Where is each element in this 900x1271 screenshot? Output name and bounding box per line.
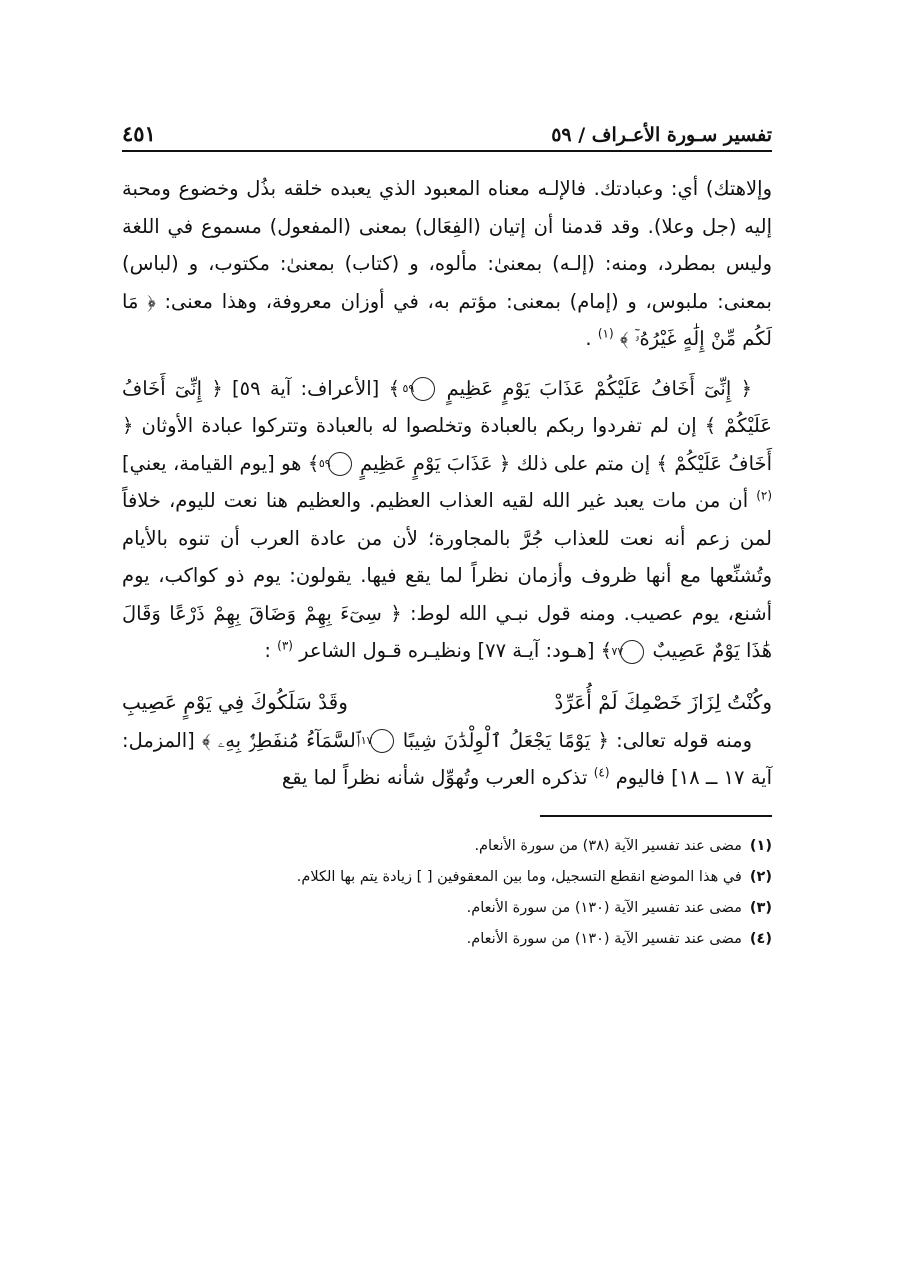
footnote-text: مضى عند تفسير الآية (١٣٠) من سورة الأنعام.	[466, 899, 742, 916]
poetry-verse	[122, 682, 772, 722]
ayah-number-marker: ٥٩	[328, 452, 352, 476]
text-run: [الأعراف: آية ٥٩]	[222, 376, 380, 400]
paragraph-3	[122, 722, 772, 797]
text-run: [هـود: آيـة ٧٧] ونظيـره قـول الشاعر	[299, 639, 595, 662]
book-page	[122, 112, 772, 955]
ayah-number-marker: ١٧	[370, 729, 394, 753]
footnote-ref: (٣)	[277, 638, 293, 653]
footnote-text: مضى عند تفسير الآية (١٣٠) من سورة الأنعام.	[466, 930, 742, 947]
text-run: .	[585, 327, 592, 350]
footnote-number: (٢)	[749, 868, 772, 885]
footnote	[122, 831, 772, 862]
quran-quote-end: ﴾	[600, 639, 613, 662]
text-run: إن متم على ذلك	[510, 451, 651, 475]
footnote	[122, 893, 772, 924]
ayah-number-marker: ٧٧	[620, 640, 644, 664]
footnote	[122, 924, 772, 955]
text-run: :	[264, 639, 271, 662]
footnote-separator	[540, 815, 772, 817]
quran-quote: ﴿ سِىٓءَ بِهِمْ وَضَاقَ بِهِمْ ذَرْعًا وَقَالَ هَٰذَا يَوْمٌ عَصِيبٌ	[122, 601, 772, 662]
text-run: إن لم تفردوا ربكم بالعبادة وتخلصوا له بالعبادة وتتركوا عبادة الأوثان	[133, 414, 697, 437]
quran-quote: ﴿ إِنِّىٓ أَخَافُ عَلَيْكُمْ عَذَابَ يَوْمٍ عَظِيمٍ	[446, 376, 752, 400]
footnote-text: مضى عند تفسير الآية (٣٨) من سورة الأنعام.	[474, 837, 742, 854]
verse-first-hemistich: وكُنْتُ لِزَازَ خَصْمِكَ لَمْ أُعَرِّدْ	[554, 689, 772, 714]
quran-quote: ﴿ يَوْمًا يَجْعَلُ ٱلْوِلْدَٰنَ شِيبًا	[402, 728, 609, 752]
text-run: ومنه قوله تعالى:	[608, 728, 752, 752]
running-title: تفسير سـورة الأعـراف / ٥٩	[551, 124, 772, 146]
footnote-ref: (٢)	[756, 488, 773, 503]
text-run: [المزمل: آية ١٧ ــ ١٨] فاليوم	[122, 728, 772, 789]
paragraph-1	[122, 170, 772, 358]
footnote-ref: (١)	[597, 326, 614, 341]
footnote-number: (١)	[749, 837, 772, 854]
text-run: هو [يوم القيامة، يعني]	[122, 451, 302, 475]
quran-quote: ﴿ أَخَافُ عَلَيْكُمْ ﴾	[122, 414, 773, 475]
quran-quote: ﴿ عَذَابَ يَوْمٍ عَظِيمٍ	[360, 451, 511, 475]
paragraph-2	[122, 370, 772, 670]
quran-quote: ٱلسَّمَآءُ مُنفَطِرٌۢ بِهِۦ ﴾	[201, 728, 361, 752]
text-run: أن من مات يعبد غير الله لقيه العذاب العظيم. والعظيم هنا نعت لليوم، خلافاً لمن زعم أنه نعت للعذاب جُرَّ بالمجاورة؛ لأن من عادة العرب أن تنوه بالأيام وتُشنِّعها مع أنها ظروف وأزمان نظراً لما يقع فيها. يقولون: يوم ذو كواكب، يوم أشنع، يوم عصيب. ومنه قول نبـي الله لوط:	[122, 489, 772, 625]
footnote-ref: (٤)	[593, 765, 610, 780]
footnote-text: في هذا الموضع انقطع التسجيل، وما بين المعقوفين [ ] زيادة يتم بها الكلام.	[296, 868, 742, 885]
page-number: ٤٥١	[122, 121, 156, 146]
text-run: تذكره العرب وتُهوِّل شأنه نظراً لما يقع	[281, 766, 588, 789]
quran-quote-end: ﴾	[388, 376, 400, 400]
main-text	[122, 170, 772, 797]
ayah-number-marker: ٥٩	[411, 377, 435, 401]
footnote-number: (٤)	[749, 930, 772, 947]
quran-quote: ﴿ مَا لَكُم مِّنْ إِلَٰهٍ غَيْرُهُۥٓ ﴾	[122, 289, 772, 350]
page-header	[122, 112, 772, 152]
footnotes	[122, 831, 772, 955]
footnote	[122, 862, 772, 893]
quran-quote-end: ﴾	[307, 451, 320, 475]
verse-second-hemistich: وقَدْ سَلَكُوكَ فِي يَوْمٍ عَصِيبِ	[122, 689, 348, 714]
text-run: وإلاهتك) أي: وعبادتك. فالإلـه معناه المعبود الذي يعبده خلقه بذُل وخضوع ومحبة إليه (جل وعلا). وقد قدمنا أن إتيان (الفِعَال) بمعنى (المفعول) مسموع في اللغة وليس بمطرد، ومنه: (إلـه) بمعنىٰ: مألوه، و (كتاب) بمعنىٰ: مكتوب، و (لباس) بمعنى: ملبوس، و (إمام) بمعنى: مؤتم به، في أوزان معروفة، وهذا معنى:	[122, 177, 772, 313]
footnote-number: (٣)	[749, 899, 772, 916]
quran-quote: ﴿ إِنِّىٓ أَخَافُ عَلَيْكُمْ ﴾	[122, 376, 772, 437]
